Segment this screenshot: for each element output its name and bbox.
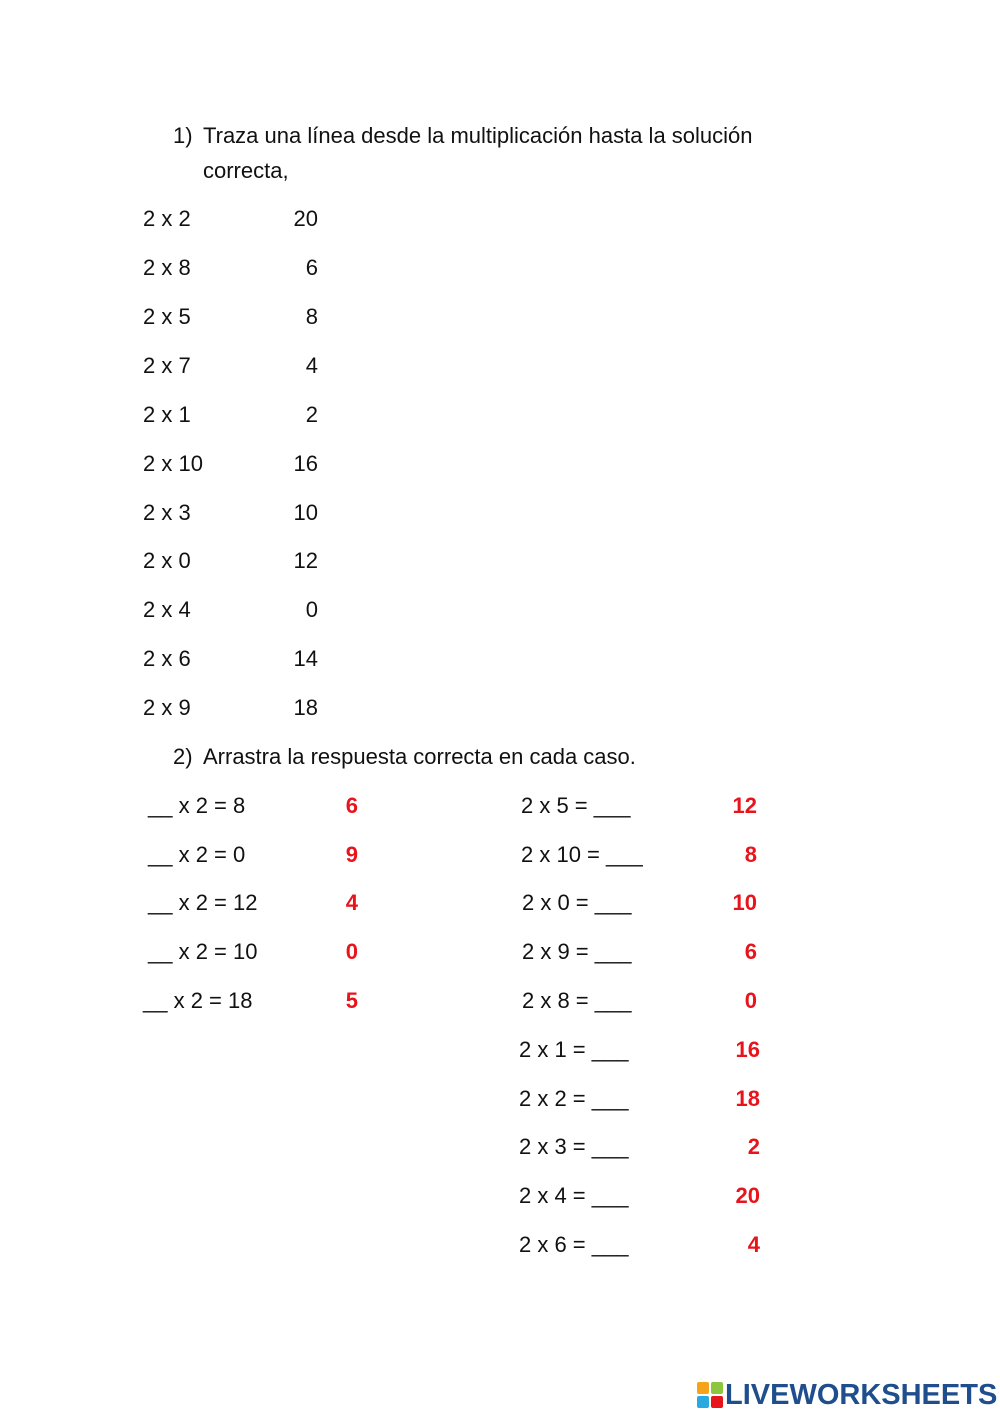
s2-left-answer-tile[interactable]: 9 xyxy=(345,842,358,867)
s1-right-item[interactable]: 18 xyxy=(293,695,318,720)
s2-right-answer-tile[interactable]: 18 xyxy=(735,1086,760,1111)
s1-right-item[interactable]: 6 xyxy=(305,255,318,280)
s2-right-answer-tile[interactable]: 10 xyxy=(732,890,757,915)
liveworksheets-logo-icon xyxy=(697,1382,723,1408)
s1-right-item[interactable]: 4 xyxy=(305,353,318,378)
s1-right-item[interactable]: 14 xyxy=(293,646,318,671)
s1-right-item[interactable]: 8 xyxy=(305,304,318,329)
s1-right-item[interactable]: 10 xyxy=(293,500,318,525)
s1-left-item[interactable]: 2 x 7 xyxy=(143,353,191,378)
s1-left-item[interactable]: 2 x 3 xyxy=(143,500,191,525)
s2-right-answer-tile[interactable]: 4 xyxy=(747,1232,760,1257)
s1-left-item[interactable]: 2 x 0 xyxy=(143,548,191,573)
section1-number: 1) xyxy=(173,123,193,148)
s1-right-item[interactable]: 16 xyxy=(293,451,318,476)
s2-right-answer-tile[interactable]: 16 xyxy=(735,1037,760,1062)
s2-left-answer-tile[interactable]: 0 xyxy=(345,939,358,964)
s1-right-item[interactable]: 20 xyxy=(293,206,318,231)
s2-left-equation[interactable]: __ x 2 = 18 xyxy=(143,988,253,1013)
s1-left-item[interactable]: 2 x 2 xyxy=(143,206,191,231)
s2-left-answer-tile[interactable]: 5 xyxy=(345,988,358,1013)
s2-right-answer-tile[interactable]: 2 xyxy=(747,1134,760,1159)
s2-left-equation[interactable]: __ x 2 = 0 xyxy=(148,842,246,867)
s1-left-item[interactable]: 2 x 1 xyxy=(143,402,191,427)
s1-left-item[interactable]: 2 x 10 xyxy=(143,451,203,476)
s1-left-item[interactable]: 2 x 5 xyxy=(143,304,191,329)
section1-instruction-line1: Traza una línea desde la multiplicación hasta la solución xyxy=(203,123,753,148)
s1-right-item[interactable]: 2 xyxy=(305,402,318,427)
s2-left-answer-tile[interactable]: 6 xyxy=(345,793,358,818)
s1-left-item[interactable]: 2 x 9 xyxy=(143,695,191,720)
s1-left-item[interactable]: 2 x 4 xyxy=(143,597,191,622)
liveworksheets-logo xyxy=(697,1378,997,1412)
s2-left-equation[interactable]: __ x 2 = 10 xyxy=(148,939,258,964)
s2-right-equation[interactable]: 2 x 0 = ___ xyxy=(522,890,632,915)
s2-right-equation[interactable]: 2 x 8 = ___ xyxy=(522,988,632,1013)
s2-right-equation[interactable]: 2 x 2 = ___ xyxy=(519,1086,629,1111)
s1-left-item[interactable]: 2 x 6 xyxy=(143,646,191,671)
s2-right-answer-tile[interactable]: 8 xyxy=(744,842,757,867)
s2-right-equation[interactable]: 2 x 10 = ___ xyxy=(521,842,643,867)
s2-left-answer-tile[interactable]: 4 xyxy=(345,890,358,915)
section2-number: 2) xyxy=(173,744,193,769)
section2-instruction: Arrastra la respuesta correcta en cada caso. xyxy=(203,744,636,769)
logo-text: LIVEWORKSHEETS xyxy=(725,1378,998,1411)
s2-right-equation[interactable]: 2 x 9 = ___ xyxy=(522,939,632,964)
section1-instruction-line2: correcta, xyxy=(203,158,289,183)
s2-right-equation[interactable]: 2 x 1 = ___ xyxy=(519,1037,629,1062)
s2-right-answer-tile[interactable]: 6 xyxy=(744,939,757,964)
s2-right-equation[interactable]: 2 x 6 = ___ xyxy=(519,1232,629,1257)
s2-right-answer-tile[interactable]: 20 xyxy=(735,1183,760,1208)
s2-right-equation[interactable]: 2 x 4 = ___ xyxy=(519,1183,629,1208)
s2-right-answer-tile[interactable]: 12 xyxy=(732,793,757,818)
s2-right-equation[interactable]: 2 x 3 = ___ xyxy=(519,1134,629,1159)
s2-left-equation[interactable]: __ x 2 = 8 xyxy=(148,793,246,818)
s1-left-item[interactable]: 2 x 8 xyxy=(143,255,191,280)
s1-right-item[interactable]: 12 xyxy=(293,548,318,573)
s2-left-equation[interactable]: __ x 2 = 12 xyxy=(148,890,258,915)
s2-right-equation[interactable]: 2 x 5 = ___ xyxy=(521,793,631,818)
s1-right-item[interactable]: 0 xyxy=(305,597,318,622)
s2-right-answer-tile[interactable]: 0 xyxy=(744,988,757,1013)
